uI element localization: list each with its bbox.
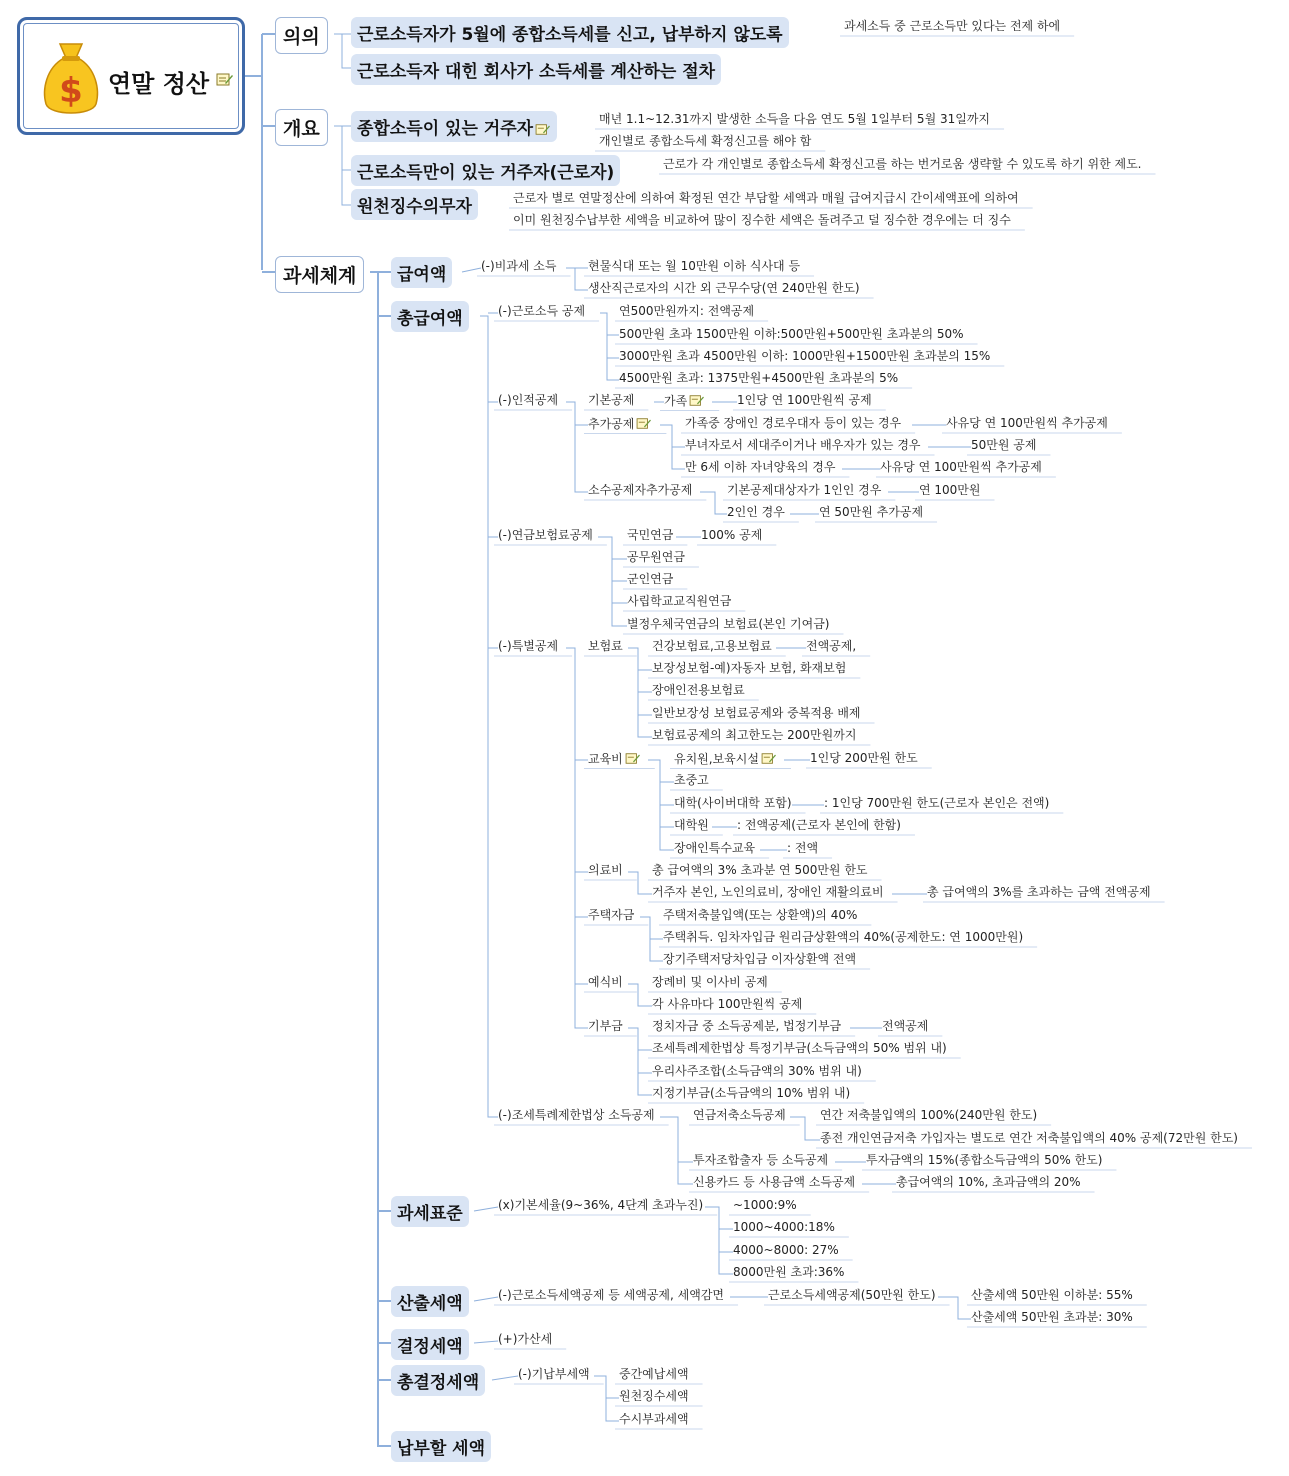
connector-line — [474, 1297, 498, 1301]
note-icon[interactable] — [216, 72, 234, 87]
pension-item-1: 국민연금 — [627, 528, 674, 542]
additional-item-1: 가족중 장애인 경로우대자 등이 있는 경우 — [685, 416, 902, 430]
special-deduction: (-)특별공제 — [498, 639, 559, 653]
connector-line — [566, 402, 588, 492]
ceremony: 예식비 — [588, 975, 623, 989]
tax-rate: (x)기본세율(9~36%, 4단계 초과누진) — [498, 1198, 704, 1212]
pension-savings: 연금저축소득공제 — [693, 1108, 786, 1122]
wage-deduction-item-2: 500만원 초과 1500만원 이하:500만원+500만원 초과분의 50% — [619, 327, 964, 341]
insurance-item-1: 건강보험료,고용보험료 — [652, 639, 772, 653]
connector-line — [474, 1207, 498, 1211]
housing-item-2: 주택취득. 임차자입금 원리금상환액의 40%(공제한도: 연 1000만원) — [663, 930, 1024, 944]
pension-item-2: 공무원연금 — [627, 550, 685, 564]
prepaid-item-3: 수시부과세액 — [619, 1412, 689, 1426]
overview-wage-only[interactable]: 근로소득만이 있는 거주자(근로자) — [351, 155, 620, 186]
connector-line — [492, 1376, 518, 1380]
insurance-note: 전액공제, — [806, 639, 857, 653]
housing: 주택자금 — [588, 908, 635, 922]
small-family-item-2: 2인인 경우 — [727, 505, 785, 519]
education-item-3: 대학(사이버대학 포함) — [674, 796, 792, 810]
note-icon[interactable] — [689, 394, 705, 407]
additional-item-1-note: 사유당 연 100만원씩 추가공제 — [946, 416, 1108, 430]
small-family-item-1-note: 연 100만원 — [919, 483, 981, 497]
donation-item-1-note: 전액공제 — [882, 1019, 929, 1033]
wage-deduction-item-4: 4500만원 초과: 1375만원+4500만원 초과분의 5% — [619, 371, 899, 385]
donation-item-2: 조세특례제한법상 특정기부금(소득금액의 50% 범위 내) — [652, 1041, 947, 1055]
root-title: 연말 정산 — [108, 70, 210, 98]
note-icon[interactable] — [636, 417, 652, 430]
step-total-salary[interactable]: 총급여액 — [391, 301, 469, 332]
meaning-note: 과세소득 중 근로소득만 있다는 전제 하에 — [844, 19, 1061, 33]
tax-rate-item-3: 4000~8000: 27% — [733, 1243, 839, 1257]
medical-item-2: 거주자 본인, 노인의료비, 장애인 재활의료비 — [652, 885, 884, 899]
topic-overview[interactable]: 개요 — [275, 109, 328, 146]
step-computed-tax[interactable]: 산출세액 — [391, 1286, 469, 1317]
education-item-4: 대학원 — [674, 818, 709, 832]
education: 교육비 — [588, 750, 641, 767]
insurance-item-3: 장애인전용보험료 — [652, 683, 745, 697]
tax-credit: (-)근로소득세액공제 등 세액공제, 세액감면 — [498, 1288, 725, 1302]
general-income-note-2: 개인별로 종합소득세 확정신고를 해야 함 — [599, 134, 812, 148]
wage-deduction-item-3: 3000만원 초과 4500만원 이하: 1000만원+1500만원 초과분의 15% — [619, 349, 991, 363]
withholding-note-2: 이미 원천징수납부한 세액을 비교하여 많이 징수한 세액은 돌려주고 덜 징수한 경우에는 더 징수 — [513, 213, 1011, 227]
step-tax-base[interactable]: 과세표준 — [391, 1196, 469, 1227]
credit-card-deduction: 신용카드 등 사용금액 소득공제 — [693, 1175, 856, 1189]
connector-line — [790, 1117, 820, 1140]
education-item-1: 유치원,보육시설 — [674, 750, 777, 767]
additional-item-3: 만 6세 이하 자녀양육의 경우 — [685, 460, 836, 474]
connector-line — [628, 872, 652, 894]
education-item-5-note: : 전액 — [787, 841, 819, 855]
medical: 의료비 — [588, 863, 623, 877]
housing-item-1: 주택저축불입액(또는 상환액)의 40% — [663, 908, 858, 922]
connector-line — [462, 268, 481, 272]
medical-item-2-note: 총 급여액의 3%를 초과하는 금액 전액공제 — [927, 885, 1151, 899]
insurance-item-2: 보장성보험-예)자동자 보험, 화재보험 — [652, 661, 847, 675]
connector-line — [598, 537, 627, 626]
overview-withholding[interactable]: 원천징수의무자 — [351, 189, 478, 220]
connector-line — [938, 1297, 971, 1319]
pension-savings-item-1: 연간 저축불입액의 100%(240만원 한도) — [820, 1108, 1038, 1122]
investment-deduction: 투자조합출자 등 소득공제 — [693, 1153, 829, 1167]
basic-deduction: 기본공제 — [588, 393, 635, 407]
nontax-item-2: 생산직근로자의 시간 외 근무수당(연 240만원 한도) — [588, 281, 860, 295]
note-icon[interactable] — [761, 752, 777, 765]
note-icon[interactable] — [625, 752, 641, 765]
tax-rate-item-1: ~1000:9% — [733, 1198, 797, 1212]
prepaid-tax: (-)기납부세액 — [518, 1367, 590, 1381]
connector-line — [628, 648, 652, 737]
education-item-2: 초중고 — [674, 773, 709, 787]
donation-item-3: 우리사주조합(소득금액의 30% 범위 내) — [652, 1064, 862, 1078]
pension-deduction: (-)연금보험료공제 — [498, 528, 593, 542]
pension-item-3: 군인연금 — [627, 572, 674, 586]
meaning-item-2[interactable]: 근로소득자 대힌 회사가 소득세를 계산하는 절차 — [351, 54, 721, 85]
connector-line — [600, 313, 619, 380]
pension-note: 100% 공제 — [701, 528, 763, 542]
insurance-item-4: 일반보장성 보험료공제와 중복적용 배제 — [652, 706, 861, 720]
housing-item-3: 장기주택저당차입금 이자상환액 전액 — [663, 952, 857, 966]
meaning-item-1[interactable]: 근로소득자가 5월에 종합소득세를 신고, 납부하지 않도록 — [351, 17, 789, 48]
money-bag-icon — [40, 38, 102, 120]
insurance-item-5: 보험료공제의 최고한도는 200만원까지 — [652, 728, 857, 742]
pension-savings-item-2: 종전 개인연금저축 가입자는 별도로 연간 저축불입액의 40% 공제(72만원 한도) — [820, 1131, 1238, 1145]
medical-item-1: 총 급여액의 3% 초과분 연 500만원 한도 — [652, 863, 868, 877]
topic-tax-system[interactable]: 과세체계 — [275, 256, 364, 293]
credit-card-note: 총급여액의 10%, 초과금액의 20% — [896, 1175, 1081, 1189]
education-item-3-note: : 1인당 700만원 한도(근로자 본인은 전액) — [824, 796, 1050, 810]
connector-line — [566, 648, 588, 1028]
education-item-5: 장애인특수교육 — [674, 841, 756, 855]
step-payable-tax[interactable]: 납부할 세액 — [391, 1431, 491, 1462]
personal-deduction: (-)인적공제 — [498, 393, 559, 407]
additional-item-3-note: 사유당 연 100만원씩 추가공제 — [880, 460, 1042, 474]
wage-tax-credit: 근로소득세액공제(50만원 한도) — [768, 1288, 936, 1302]
additional-tax: (+)가산세 — [498, 1332, 553, 1346]
connector-line — [474, 1341, 498, 1343]
insurance: 보험료 — [588, 639, 623, 653]
prepaid-item-1: 중간예납세액 — [619, 1367, 689, 1381]
additional-deduction: 추가공제 — [588, 415, 652, 432]
connector-line — [334, 126, 351, 205]
connector-line — [660, 1117, 693, 1184]
topic-meaning[interactable]: 의의 — [275, 17, 328, 54]
small-family-deduction: 소수공제자추가공제 — [588, 483, 693, 497]
family-note: 1인당 연 100만원씩 공제 — [737, 393, 872, 407]
connector-line — [594, 1376, 619, 1421]
connector-line — [648, 760, 674, 850]
investment-note: 투자금액의 15%(종합소득금액의 50% 한도) — [866, 1153, 1103, 1167]
connector-line — [660, 425, 685, 469]
ceremony-item-2: 각 사유마다 100만원씩 공제 — [652, 997, 803, 1011]
connector-line — [566, 268, 588, 290]
education-item-4-note: : 전액공제(근로자 본인에 한함) — [737, 818, 901, 832]
additional-item-2-note: 50만원 공제 — [971, 438, 1037, 452]
pension-item-4: 사립학교교직원연금 — [627, 594, 732, 608]
step-salary[interactable]: 급여액 — [391, 257, 452, 288]
family-deduction: 가족 — [664, 392, 705, 409]
additional-item-2: 부녀자로서 세대주이거나 배우자가 있는 경우 — [685, 438, 921, 452]
nontax-income: (-)비과세 소득 — [481, 259, 557, 273]
connector-line — [480, 316, 498, 1117]
connector-line — [628, 984, 652, 1006]
connector-line — [628, 1028, 652, 1095]
wage-deduction-item-1: 연500만원까지: 전액공제 — [619, 304, 755, 318]
step-determined-tax[interactable]: 결정세액 — [391, 1329, 469, 1360]
tax-credit-item-1: 산출세액 50만원 이하분: 55% — [971, 1288, 1133, 1302]
svg-text:$: $ — [59, 71, 83, 111]
nontax-item-1: 현물식대 또는 월 10만원 이하 식사대 등 — [588, 259, 801, 273]
wage-only-note: 근로가 각 개인별로 종합소득세 확정신고를 하는 번거로움 생략할 수 있도록 하기 위한 제도. — [663, 157, 1142, 171]
connector-line — [334, 34, 351, 68]
donation-item-1: 정치자금 중 소득공제분, 법정기부금 — [652, 1019, 842, 1033]
small-family-item-2-note: 연 50만원 추가공제 — [819, 505, 924, 519]
ceremony-item-1: 장례비 및 이사비 공제 — [652, 975, 768, 989]
withholding-note-1: 근로자 별로 연말정산에 의하여 확정된 연간 부담할 세액과 매월 급여지급시 간이세액표에 의하여 — [513, 191, 1019, 205]
prepaid-item-2: 원천징수세액 — [619, 1389, 689, 1403]
pension-item-5: 별정우체국연금의 보험료(본인 기여금) — [627, 617, 830, 631]
connector-line — [640, 917, 663, 961]
connector-line — [370, 272, 391, 1446]
general-income-note-1: 매년 1.1~12.31까지 발생한 소득을 다음 연도 5월 1일부터 5월 31일까지 — [599, 112, 991, 126]
small-family-item-1: 기본공제대상자가 1인인 경우 — [727, 483, 882, 497]
connector-line — [700, 492, 727, 514]
tax-credit-item-2: 산출세액 50만원 초과분: 30% — [971, 1310, 1133, 1324]
note-icon[interactable] — [535, 123, 551, 136]
wage-deduction: (-)근로소득 공제 — [498, 304, 586, 318]
education-item-1-note: 1인당 200만원 한도 — [810, 751, 918, 765]
donation: 기부금 — [588, 1019, 623, 1033]
tax-rate-item-4: 8000만원 초과:36% — [733, 1265, 845, 1279]
donation-item-4: 지정기부금(소득금액의 10% 범위 내) — [652, 1086, 851, 1100]
connector-line — [705, 1207, 733, 1274]
step-total-determined-tax[interactable]: 총결정세액 — [391, 1365, 485, 1396]
special-tax-law-deduction: (-)조세특례제한법상 소득공제 — [498, 1108, 655, 1122]
tax-rate-item-2: 1000~4000:18% — [733, 1220, 835, 1234]
root-topic[interactable] — [17, 17, 245, 135]
overview-general-income[interactable]: 종합소득이 있는 거주자 — [351, 111, 557, 142]
